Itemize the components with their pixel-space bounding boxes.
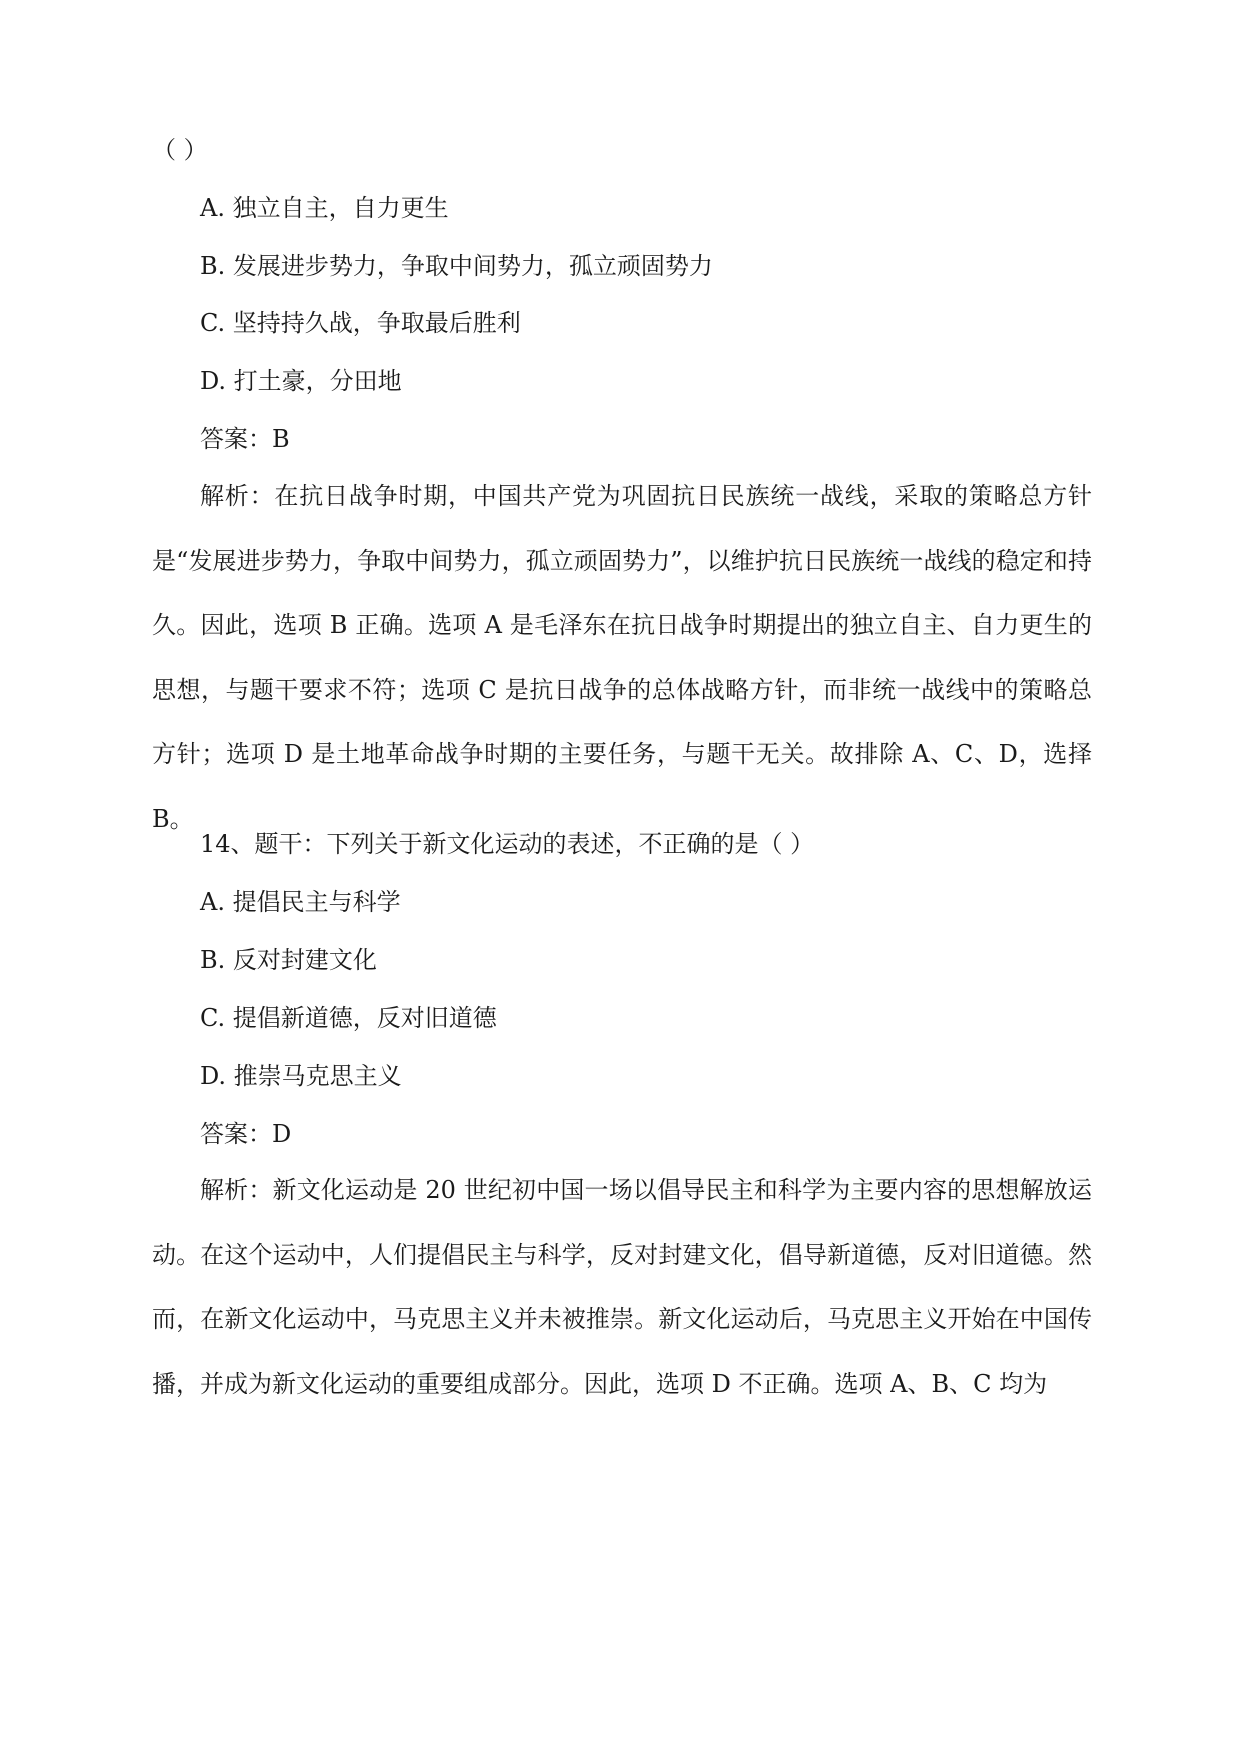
- q13-option-a: A. 独立自主，自力更生: [200, 194, 449, 222]
- q13-option-c: C. 坚持持久战，争取最后胜利: [200, 309, 521, 337]
- q13-answer: 答案：B: [200, 425, 290, 453]
- q14-option-c: C. 提倡新道德，反对旧道德: [200, 1004, 497, 1032]
- q14-option-b: B. 反对封建文化: [200, 946, 377, 974]
- q14-stem: 14、题干：下列关于新文化运动的表述，不正确的是（ ）: [200, 830, 815, 858]
- q13-stem-tail: （ ）: [152, 136, 208, 164]
- q13-option-b: B. 发展进步势力，争取中间势力，孤立顽固势力: [200, 252, 713, 280]
- q14-analysis: 解析：新文化运动是 20 世纪初中国一场以倡导民主和科学为主要内容的思想解放运动。在这个运动中，人们提倡民主与科学，反对封建文化，倡导新道德，反对旧道德。然而，在新文化运动中，马克思主义并未被推崇。新文化运动后，马克思主义开始在中国传播，并成为新文化运动的重要组成部分。因此，选项 D 不正确。选项 A、B、C 均为: [152, 1176, 1092, 1398]
- q14-option-d: D. 推崇马克思主义: [200, 1062, 402, 1090]
- q13-option-d: D. 打土豪，分田地: [200, 367, 402, 395]
- q14-answer: 答案：D: [200, 1120, 292, 1148]
- q14-option-a: A. 提倡民主与科学: [200, 888, 401, 916]
- q13-analysis: 解析：在抗日战争时期，中国共产党为巩固抗日民族统一战线，采取的策略总方针是“发展进步势力，争取中间势力，孤立顽固势力”，以维护抗日民族统一战线的稳定和持久。因此，选项 B 正确。选项 A 是毛泽东在抗日战争时期提出的独立自主、自力更生的思想，与题干要求不符；选项 C 是抗日战争的总体战略方针，而非统一战线中的策略总方针；选项 D 是土地革命战争时期的主要任务，与题干无关。故排除 A、C、D，选择 B。: [152, 482, 1092, 833]
